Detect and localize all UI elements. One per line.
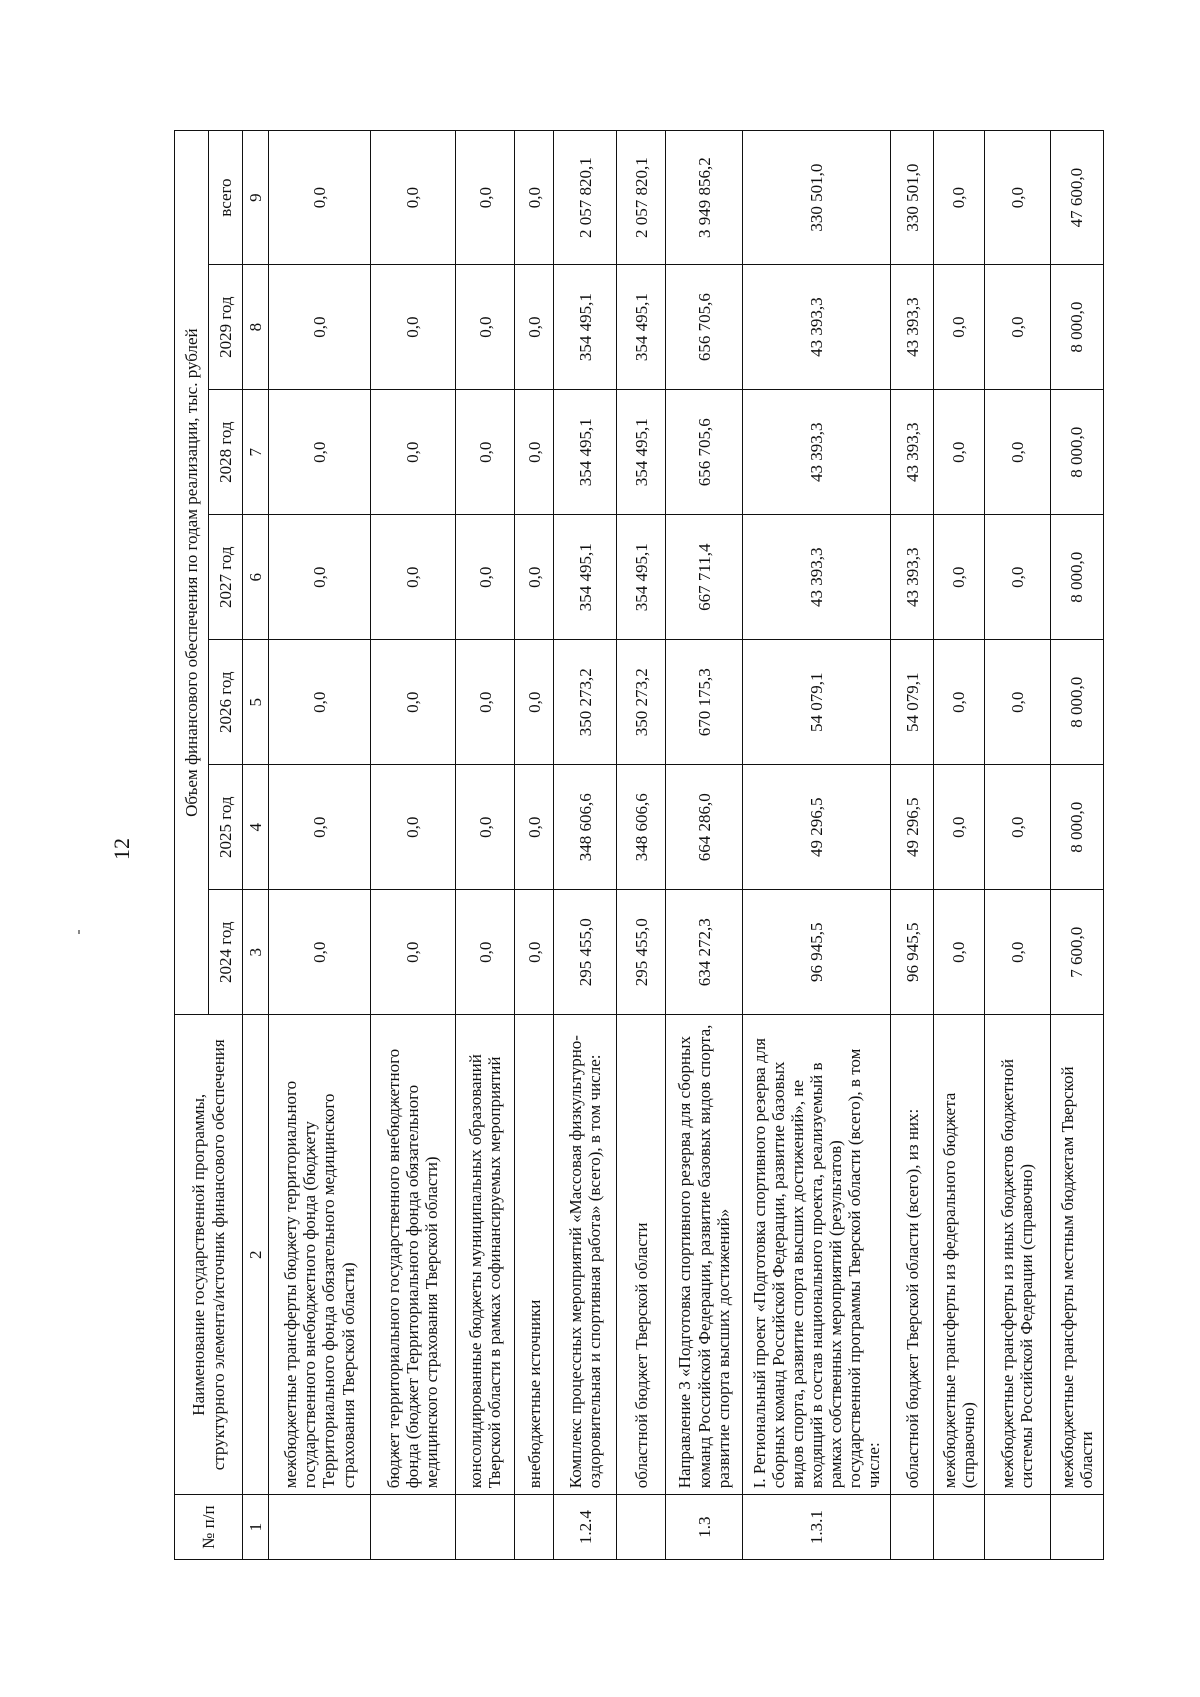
header-year-1: 2025 год <box>209 765 243 890</box>
budget-table-rotated <box>174 130 1104 1560</box>
header-year-4: 2028 год <box>209 390 243 515</box>
row-value-8: 0,0 <box>455 265 514 390</box>
row-value-8: 43 393,3 <box>891 265 933 390</box>
row-value-3: 295 455,0 <box>553 890 617 1015</box>
row-code <box>1050 1495 1103 1560</box>
column-number-3: 3 <box>243 890 269 1015</box>
row-value-6: 43 393,3 <box>742 515 891 640</box>
row-value-5: 0,0 <box>455 640 514 765</box>
row-value-4: 8 000,0 <box>1050 765 1103 890</box>
row-value-6: 0,0 <box>984 515 1050 640</box>
page-number: 12 <box>109 838 134 860</box>
table-row <box>269 131 371 1560</box>
header-year-2: 2026 год <box>209 640 243 765</box>
row-value-8: 8 000,0 <box>1050 265 1103 390</box>
row-value-6: 354 495,1 <box>617 515 666 640</box>
column-number-6: 6 <box>243 515 269 640</box>
row-value-9: 0,0 <box>515 131 553 265</box>
row-name: внебюджетные источники <box>515 1015 553 1495</box>
row-code <box>984 1495 1050 1560</box>
row-value-6: 43 393,3 <box>891 515 933 640</box>
row-value-3: 0,0 <box>269 890 371 1015</box>
column-number-9: 9 <box>243 131 269 265</box>
row-value-6: 8 000,0 <box>1050 515 1103 640</box>
row-value-6: 0,0 <box>269 515 371 640</box>
row-code <box>515 1495 553 1560</box>
row-value-3: 7 600,0 <box>1050 890 1103 1015</box>
row-value-4: 49 296,5 <box>891 765 933 890</box>
row-value-5: 670 175,3 <box>666 640 742 765</box>
row-value-9: 3 949 856,2 <box>666 131 742 265</box>
table-row <box>617 131 666 1560</box>
row-value-4: 348 606,6 <box>553 765 617 890</box>
table-row <box>666 131 742 1560</box>
header-name-line2: структурного элемента/источник финансового обеспечения <box>208 1039 228 1471</box>
row-value-9: 330 501,0 <box>742 131 891 265</box>
row-value-6: 0,0 <box>370 515 455 640</box>
row-value-3: 295 455,0 <box>617 890 666 1015</box>
row-value-8: 354 495,1 <box>553 265 617 390</box>
row-name: межбюджетные трансферты местным бюджетам Тверской области <box>1050 1015 1103 1495</box>
table-row <box>984 131 1050 1560</box>
budget-table <box>174 130 1104 1560</box>
row-value-8: 0,0 <box>933 265 984 390</box>
table-row <box>891 131 933 1560</box>
row-value-6: 354 495,1 <box>553 515 617 640</box>
table-row <box>1050 131 1103 1560</box>
row-value-3: 96 945,5 <box>891 890 933 1015</box>
row-value-4: 348 606,6 <box>617 765 666 890</box>
row-value-5: 0,0 <box>984 640 1050 765</box>
row-value-9: 330 501,0 <box>891 131 933 265</box>
row-value-7: 0,0 <box>455 390 514 515</box>
row-value-9: 0,0 <box>455 131 514 265</box>
row-value-5: 350 273,2 <box>553 640 617 765</box>
row-code <box>891 1495 933 1560</box>
row-value-8: 0,0 <box>984 265 1050 390</box>
row-code <box>617 1495 666 1560</box>
row-name: межбюджетные трансферты бюджету территориального государственного внебюджетного фонда (бюджету Территориального фонда обязательного медицинского страхования Тверской области) <box>269 1015 371 1495</box>
row-code: 1.2.4 <box>553 1495 617 1560</box>
row-value-7: 43 393,3 <box>891 390 933 515</box>
row-value-3: 0,0 <box>984 890 1050 1015</box>
row-name: межбюджетные трансферты из иных бюджетов бюджетной системы Российской Федерации (справочно) <box>984 1015 1050 1495</box>
row-value-8: 0,0 <box>370 265 455 390</box>
column-number-4: 4 <box>243 765 269 890</box>
row-code: 1.3.1 <box>742 1495 891 1560</box>
header-year-6: всего <box>209 131 243 265</box>
row-value-8: 656 705,6 <box>666 265 742 390</box>
table-row <box>933 131 984 1560</box>
row-value-5: 0,0 <box>933 640 984 765</box>
row-name: I. Региональный проект «Подготовка спортивного резерва для сборных команд Российской Федерации, развитие базовых видов спорта, развитие спорта высших достижений», не входящий в состав национального проекта, реализуемый в рамках собственных мероприятий (результатов) государственной программы Тверской области (всего), в том числе: <box>742 1015 891 1495</box>
row-name: консолидированные бюджеты муниципальных образований Тверской области в рамках софинансируемых мероприятий <box>455 1015 514 1495</box>
table-row <box>455 131 514 1560</box>
row-value-6: 667 711,4 <box>666 515 742 640</box>
row-value-9: 0,0 <box>370 131 455 265</box>
row-value-7: 0,0 <box>984 390 1050 515</box>
row-value-7: 354 495,1 <box>553 390 617 515</box>
header-name <box>175 1015 243 1495</box>
row-value-4: 0,0 <box>515 765 553 890</box>
column-number-7: 7 <box>243 390 269 515</box>
row-value-7: 0,0 <box>933 390 984 515</box>
row-value-5: 8 000,0 <box>1050 640 1103 765</box>
row-value-6: 0,0 <box>933 515 984 640</box>
row-value-4: 0,0 <box>269 765 371 890</box>
row-value-7: 0,0 <box>370 390 455 515</box>
row-value-7: 8 000,0 <box>1050 390 1103 515</box>
column-number-2: 2 <box>243 1015 269 1495</box>
table-row <box>742 131 891 1560</box>
row-value-8: 43 393,3 <box>742 265 891 390</box>
row-value-4: 664 286,0 <box>666 765 742 890</box>
row-name: областной бюджет Тверской области (всего), из них: <box>891 1015 933 1495</box>
row-value-7: 0,0 <box>515 390 553 515</box>
row-value-4: 49 296,5 <box>742 765 891 890</box>
row-value-4: 0,0 <box>370 765 455 890</box>
header-year-3: 2027 год <box>209 515 243 640</box>
row-value-5: 54 079,1 <box>891 640 933 765</box>
row-value-5: 350 273,2 <box>617 640 666 765</box>
row-code <box>455 1495 514 1560</box>
row-code <box>370 1495 455 1560</box>
table-row <box>370 131 455 1560</box>
row-value-3: 96 945,5 <box>742 890 891 1015</box>
row-value-3: 0,0 <box>455 890 514 1015</box>
row-value-5: 54 079,1 <box>742 640 891 765</box>
header-year-5: 2029 год <box>209 265 243 390</box>
row-value-4: 0,0 <box>455 765 514 890</box>
row-code <box>933 1495 984 1560</box>
row-value-4: 0,0 <box>933 765 984 890</box>
row-name: Комплекс процессных мероприятий «Массовая физкультурно-оздоровительная и спортивная работа» (всего), в том числе: <box>553 1015 617 1495</box>
row-value-7: 0,0 <box>269 390 371 515</box>
row-value-9: 2 057 820,1 <box>553 131 617 265</box>
table-row <box>553 131 617 1560</box>
row-name: областной бюджет Тверской области <box>617 1015 666 1495</box>
header-year-0: 2024 год <box>209 890 243 1015</box>
row-value-8: 0,0 <box>269 265 371 390</box>
row-value-5: 0,0 <box>515 640 553 765</box>
column-number-1: 1 <box>243 1495 269 1560</box>
row-code <box>269 1495 371 1560</box>
row-value-5: 0,0 <box>370 640 455 765</box>
row-value-8: 0,0 <box>515 265 553 390</box>
row-value-9: 2 057 820,1 <box>617 131 666 265</box>
row-value-5: 0,0 <box>269 640 371 765</box>
row-value-7: 656 705,6 <box>666 390 742 515</box>
row-value-9: 0,0 <box>984 131 1050 265</box>
row-value-6: 0,0 <box>455 515 514 640</box>
row-value-7: 43 393,3 <box>742 390 891 515</box>
row-code: 1.3 <box>666 1495 742 1560</box>
row-name: Направление 3 «Подготовка спортивного резерва для сборных команд Российской Федерации, развитие базовых видов спорта, развитие спорта высших достижений» <box>666 1015 742 1495</box>
header-name-line1: Наименование государственной программы, <box>189 1093 209 1416</box>
table-row <box>515 131 553 1560</box>
row-value-9: 0,0 <box>933 131 984 265</box>
row-value-3: 0,0 <box>515 890 553 1015</box>
row-value-9: 0,0 <box>269 131 371 265</box>
row-value-6: 0,0 <box>515 515 553 640</box>
scan-mark <box>78 930 80 934</box>
column-number-5: 5 <box>243 640 269 765</box>
row-value-3: 634 272,3 <box>666 890 742 1015</box>
row-value-7: 354 495,1 <box>617 390 666 515</box>
column-number-8: 8 <box>243 265 269 390</box>
row-name: бюджет территориального государственного внебюджетного фонда (бюджет Территориального фонда обязательного медицинского страхования Тверской области) <box>370 1015 455 1495</box>
row-value-3: 0,0 <box>933 890 984 1015</box>
row-value-9: 47 600,0 <box>1050 131 1103 265</box>
header-funding-title: Объем финансового обеспечения по годам реализации, тыс. рублей <box>175 131 209 1015</box>
row-value-3: 0,0 <box>370 890 455 1015</box>
header-no: № п/п <box>175 1495 243 1560</box>
row-value-8: 354 495,1 <box>617 265 666 390</box>
row-name: межбюджетные трансферты из федерального бюджета (справочно) <box>933 1015 984 1495</box>
row-value-4: 0,0 <box>984 765 1050 890</box>
